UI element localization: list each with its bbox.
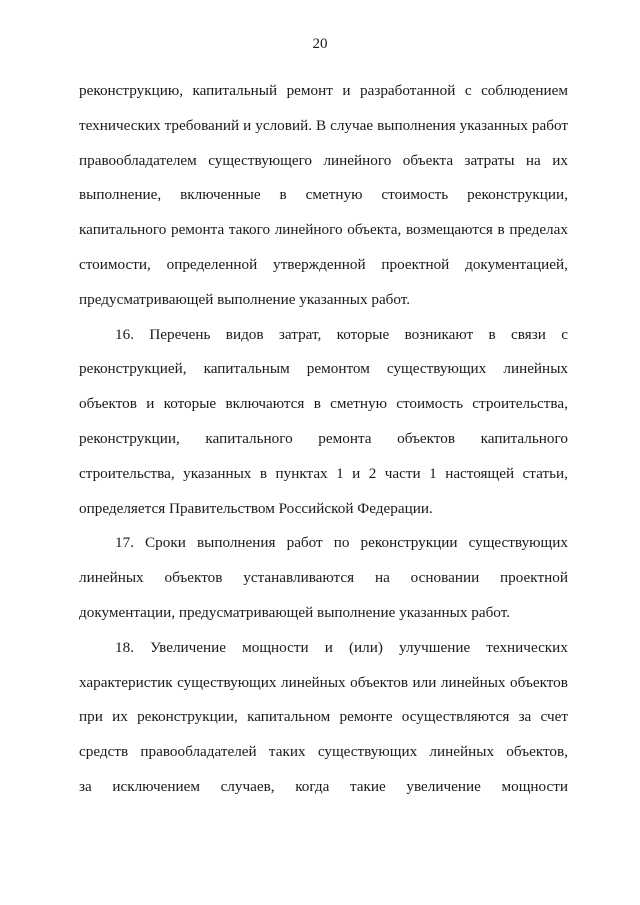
word: или — [412, 673, 437, 691]
word: пунктах — [275, 464, 328, 482]
word: когда — [295, 777, 330, 795]
word: правообладателей — [140, 743, 257, 761]
word: улучшение — [399, 638, 471, 656]
word: указанных — [459, 116, 528, 134]
word: мощности — [242, 638, 309, 656]
word: утвержденной — [273, 255, 366, 273]
word: за — [79, 777, 92, 795]
word: 18. — [115, 638, 134, 656]
word: реконструкции, — [137, 708, 238, 726]
document-body — [79, 74, 568, 805]
word: ремонта — [318, 429, 372, 447]
word: настоящей — [445, 464, 515, 482]
text-line — [79, 561, 568, 596]
word: Сроки — [145, 534, 186, 552]
word: капитальный — [192, 82, 278, 99]
word: затраты — [464, 151, 515, 169]
word: мощности — [501, 777, 568, 795]
text-line — [79, 700, 568, 735]
word: определенной — [166, 255, 258, 273]
paragraph-17-first-line — [79, 526, 568, 561]
word: пределах — [509, 221, 568, 239]
text-line — [79, 109, 568, 144]
word: условий. — [255, 116, 312, 134]
word: работ — [531, 116, 568, 134]
word: объектов — [510, 673, 568, 691]
word: линейных — [79, 569, 144, 587]
word: по — [333, 534, 350, 552]
word: 16. — [115, 325, 134, 343]
word: существующего — [208, 151, 313, 169]
word: капитального — [205, 429, 293, 447]
word: объектов — [350, 673, 409, 691]
word: при — [79, 708, 103, 726]
word: Увеличение — [150, 638, 227, 656]
word: требований — [164, 116, 240, 134]
word: линейного — [274, 221, 343, 239]
text-line — [79, 387, 568, 422]
word: которые — [163, 395, 217, 413]
word: объектов — [79, 395, 137, 413]
word: работ — [286, 534, 323, 552]
text-line — [79, 178, 568, 213]
word: выполнение, — [79, 186, 162, 204]
word: таких — [268, 743, 306, 761]
word: объекта, — [347, 221, 402, 239]
word: такого — [228, 221, 271, 239]
word: на — [525, 151, 541, 169]
word: ремонт — [286, 82, 333, 99]
word: исключением — [112, 777, 200, 795]
word: средств — [79, 743, 129, 761]
word: ремонтом — [306, 360, 370, 378]
word: сметную — [330, 395, 387, 413]
paragraph-18-first-line — [79, 631, 568, 666]
word: в — [279, 186, 287, 204]
word: линейных — [440, 673, 506, 691]
word: линейных — [429, 743, 495, 761]
word: возмещаются — [405, 221, 493, 239]
word: выполнения — [196, 534, 276, 552]
word: и — [243, 116, 252, 134]
word: реконструкции, — [467, 186, 568, 204]
word: их — [112, 708, 128, 726]
word: включенные — [180, 186, 261, 204]
word: В — [315, 116, 327, 134]
text-line: предусматривающей выполнение указанных работ. — [79, 290, 411, 308]
word: 17. — [115, 534, 134, 552]
word: линейного — [323, 151, 392, 169]
word: такие — [349, 777, 386, 795]
word: их — [552, 151, 568, 169]
word: части — [384, 464, 421, 482]
word: которые — [336, 325, 390, 343]
word: существующих — [177, 673, 277, 691]
word: капитального — [79, 221, 167, 239]
page-number: 20 — [312, 36, 328, 52]
word: технических — [79, 116, 161, 134]
word: указанных — [183, 464, 252, 482]
word: (или) — [348, 638, 383, 656]
word: объектов — [164, 569, 223, 587]
word: линейных — [280, 673, 346, 691]
word: существующих — [468, 534, 568, 552]
word: случаев, — [220, 777, 275, 795]
text-line — [79, 770, 568, 805]
word: на — [374, 569, 390, 587]
word: ремонте — [339, 708, 393, 726]
word: реконструкции, — [79, 429, 180, 447]
word: капитальным — [203, 360, 290, 378]
word: ремонта — [170, 221, 225, 239]
word: и — [146, 395, 155, 413]
text-line — [79, 352, 568, 387]
word: проектной — [500, 569, 568, 587]
word: устанавливаются — [243, 569, 355, 587]
word: объекта — [402, 151, 454, 169]
word: 1 — [429, 464, 437, 482]
text-line: документации, предусматривающей выполнение указанных работ. — [79, 603, 510, 621]
word: строительства, — [79, 464, 175, 482]
text-line — [79, 144, 568, 179]
word: проектной — [381, 255, 450, 273]
word: и — [342, 82, 351, 99]
word: объектов, — [506, 743, 568, 761]
word: стоимость — [381, 186, 449, 204]
word: строительства, — [472, 395, 568, 413]
word: технических — [486, 638, 568, 656]
word: и — [324, 638, 333, 656]
word: реконструкцией, — [79, 360, 187, 378]
word: документацией, — [465, 255, 568, 273]
word: объектов — [397, 429, 456, 447]
word: затрат, — [278, 325, 322, 343]
paragraph-16-first-line — [79, 318, 568, 353]
text-line — [79, 422, 568, 457]
word: осуществляются — [401, 708, 510, 726]
word: выполнения — [377, 116, 456, 134]
word: включаются — [225, 395, 305, 413]
word: характеристик — [79, 673, 173, 691]
word: связи — [511, 325, 546, 343]
word: реконструкцию, — [79, 82, 183, 99]
word: линейных — [503, 360, 568, 378]
word: Перечень — [149, 325, 211, 343]
text-line — [79, 248, 568, 283]
word: капитальном — [247, 708, 331, 726]
text-line — [79, 213, 568, 248]
word: видов — [225, 325, 264, 343]
word: разработанной — [360, 82, 456, 99]
word: с — [464, 82, 472, 99]
word: основании — [410, 569, 480, 587]
word: возникают — [404, 325, 474, 343]
word: случае — [330, 116, 374, 134]
word: в — [488, 325, 496, 343]
word: существующих — [386, 360, 487, 378]
text-line — [79, 74, 568, 109]
word: за — [518, 708, 532, 726]
word: 2 — [368, 464, 377, 482]
word: в — [497, 221, 505, 239]
text-line — [79, 735, 568, 770]
text-line — [79, 457, 568, 492]
word: увеличение — [406, 777, 481, 795]
text-line: определяется Правительством Российской Федерации. — [79, 499, 433, 517]
word: в — [313, 395, 321, 413]
word: и — [352, 464, 361, 482]
word: правообладателем — [79, 151, 197, 169]
word: сметную — [305, 186, 363, 204]
text-line — [79, 666, 568, 701]
word: 1 — [336, 464, 344, 482]
word: счет — [540, 708, 568, 726]
word: существующих — [317, 743, 418, 761]
word: с — [561, 325, 568, 343]
word: капитального — [480, 429, 568, 447]
word: статьи, — [522, 464, 568, 482]
word: в — [259, 464, 268, 482]
word: реконструкции — [360, 534, 458, 552]
word: соблюдением — [481, 82, 568, 99]
word: стоимости, — [79, 255, 151, 273]
word: стоимость — [396, 395, 463, 413]
